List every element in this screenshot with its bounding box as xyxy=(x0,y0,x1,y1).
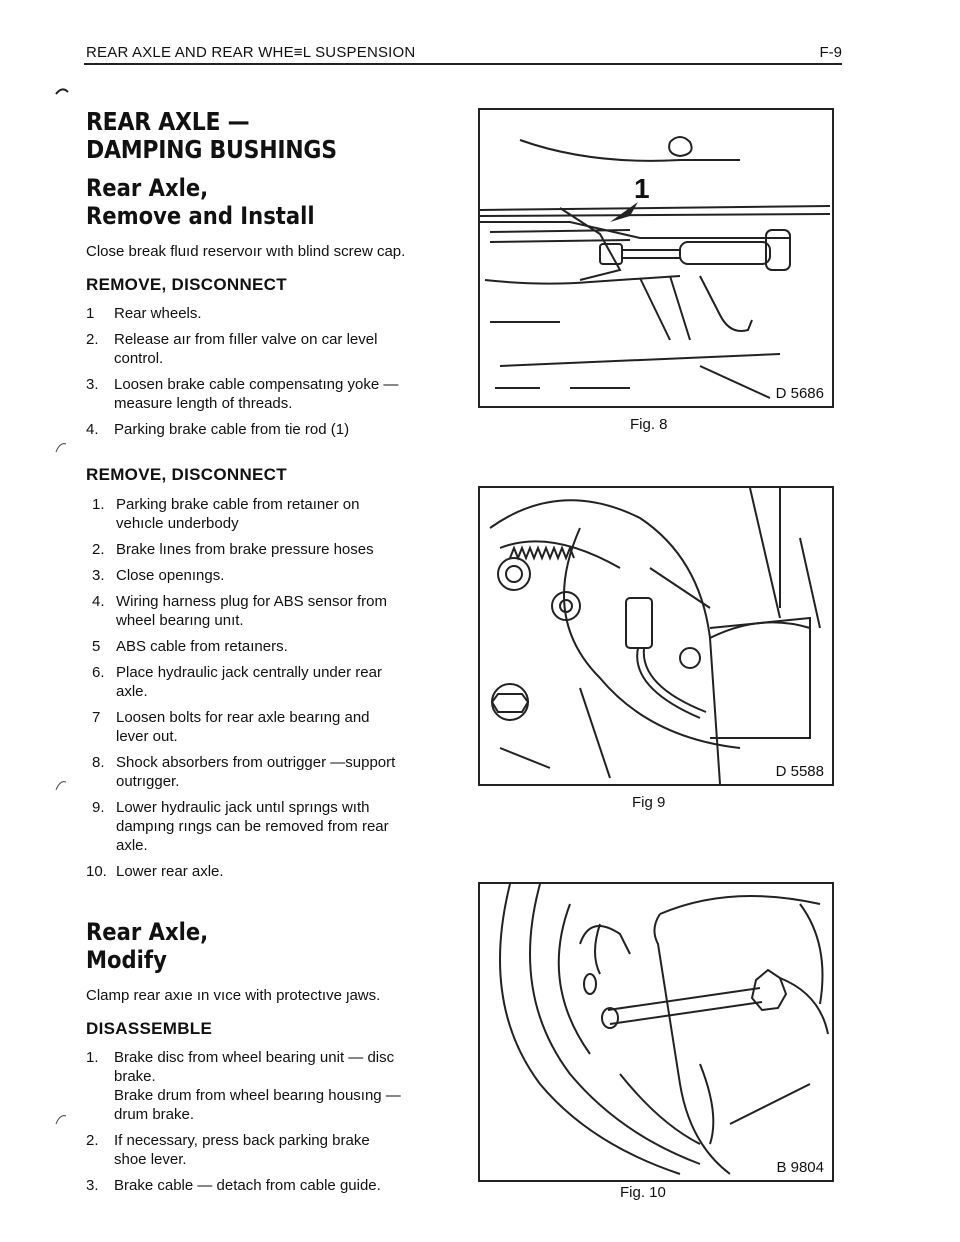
list-item xyxy=(86,540,406,559)
step-text: Shock absorbers from outrigger —support outrıgger. xyxy=(116,754,396,790)
section-remove-install xyxy=(86,174,406,888)
step-number: 3. xyxy=(92,567,105,584)
step-text: Brake lınes from brake pressure hoses xyxy=(116,541,374,558)
step-number: 10. xyxy=(86,863,107,880)
step-number: 4. xyxy=(92,593,105,610)
section-heading-line1: Rear Axle, xyxy=(86,918,209,946)
header-rule xyxy=(84,63,842,65)
step-text: Brake drum from wheel bearıng housıng — drum brake. xyxy=(114,1087,401,1123)
list-item xyxy=(86,592,406,630)
figure-10 xyxy=(478,882,834,1182)
step-text: If necessary, press back parking brake shoe lever. xyxy=(114,1132,370,1168)
section-intro: Close break fluıd reservoır wıth blind screw cap. xyxy=(86,243,406,260)
figure-8 xyxy=(478,108,834,408)
step-text: Lower rear axle. xyxy=(116,863,224,880)
step-text: Loosen bolts for rear axle bearıng and lever out. xyxy=(116,709,370,745)
step-number: 1 xyxy=(86,305,95,322)
abs-sensor-illustration xyxy=(480,488,832,784)
main-heading-line1: REAR AXLE — xyxy=(86,107,250,136)
list-item xyxy=(86,1176,406,1195)
list-item xyxy=(86,798,406,855)
list-item xyxy=(86,495,406,533)
step-number: 1. xyxy=(86,1049,99,1066)
step-number: 2. xyxy=(92,541,105,558)
step-number: 5 xyxy=(92,638,101,655)
step-number: 6. xyxy=(92,664,105,681)
step-text: ABS cable from retaıners. xyxy=(116,638,288,655)
list-item xyxy=(86,1086,406,1124)
main-heading xyxy=(86,108,406,164)
subheading-remove-disconnect: REMOVE, DISCONNECT xyxy=(86,465,287,484)
step-text: Rear wheels. xyxy=(114,305,202,322)
step-number: 3. xyxy=(86,1177,99,1194)
main-heading-line2: DAMPING BUSHINGS xyxy=(86,135,337,164)
figure-code: D 5588 xyxy=(775,763,824,780)
figure-9 xyxy=(478,486,834,786)
step-number: 1. xyxy=(92,496,105,513)
step-text: Release aır from fıller valve on car level control. xyxy=(114,331,378,367)
list-item xyxy=(86,862,406,881)
list-item xyxy=(86,1048,406,1086)
subheading-remove-disconnect: REMOVE, DISCONNECT xyxy=(86,275,287,294)
step-list xyxy=(86,495,406,881)
section-heading-line2: Remove and Install xyxy=(86,202,315,230)
step-number: 2. xyxy=(86,1132,99,1149)
figure-code: D 5686 xyxy=(775,385,824,402)
section-heading-line2: Modify xyxy=(86,946,167,974)
subheading-disassemble: DISASSEMBLE xyxy=(86,1019,213,1038)
section-modify xyxy=(86,918,406,1202)
section-intro: Clamp rear axıe ın vıce with protectıve ȷaws. xyxy=(86,987,381,1004)
list-item xyxy=(86,663,406,701)
list-item xyxy=(86,304,406,323)
margin-mark xyxy=(54,778,70,792)
list-item xyxy=(86,753,406,791)
step-number: 3. xyxy=(86,376,99,393)
figure-caption: Fig. 8 xyxy=(630,416,668,433)
step-text: Wiring harness plug for ABS sensor from wheel bearıng unıt. xyxy=(116,593,387,629)
page-header-title: REAR AXLE AND REAR WHE≡L SUSPENSION xyxy=(86,44,416,61)
step-number: 7 xyxy=(92,709,101,726)
step-text: Lower hydraulic jack untıl sprıngs wıth dampıng rıngs can be removed from rear axle. xyxy=(116,799,389,854)
step-number: 4. xyxy=(86,421,99,438)
step-text: Place hydraulic jack centrally under rear axle. xyxy=(116,664,382,700)
press-back-lever-illustration xyxy=(480,884,832,1180)
step-number: 8. xyxy=(92,754,105,771)
list-item xyxy=(86,1131,406,1169)
section-heading-line1: Rear Axle, xyxy=(86,174,209,202)
step-list xyxy=(86,304,406,439)
step-text: Close openıngs. xyxy=(116,567,225,584)
step-text: Loosen brake cable compensatıng yoke — measure length of threads. xyxy=(114,376,399,412)
list-item xyxy=(86,637,406,656)
figure-caption: Fig. 10 xyxy=(620,1184,666,1201)
callout-1: 1 xyxy=(634,173,650,204)
step-text: Brake cable — detach from cable guide. xyxy=(114,1177,381,1194)
step-text: Parking brake cable from retaıner on vehıcle underbody xyxy=(116,496,360,532)
figure-code: B 9804 xyxy=(776,1159,824,1176)
step-number: 2. xyxy=(86,331,99,348)
margin-mark xyxy=(54,440,70,454)
list-item xyxy=(86,566,406,585)
margin-mark xyxy=(54,1112,70,1126)
margin-mark xyxy=(54,86,70,96)
parking-brake-cable-illustration xyxy=(480,110,832,406)
step-text: Brake disc from wheel bearing unit — disc brake. xyxy=(114,1049,395,1085)
list-item xyxy=(86,330,406,368)
list-item xyxy=(86,708,406,746)
step-number: 9. xyxy=(92,799,105,816)
figure-caption: Fig 9 xyxy=(632,794,666,811)
step-list xyxy=(86,1048,406,1195)
list-item xyxy=(86,375,406,413)
list-item xyxy=(86,420,406,439)
step-text: Parking brake cable from tie rod (1) xyxy=(114,421,350,438)
page-number: F-9 xyxy=(819,44,842,61)
